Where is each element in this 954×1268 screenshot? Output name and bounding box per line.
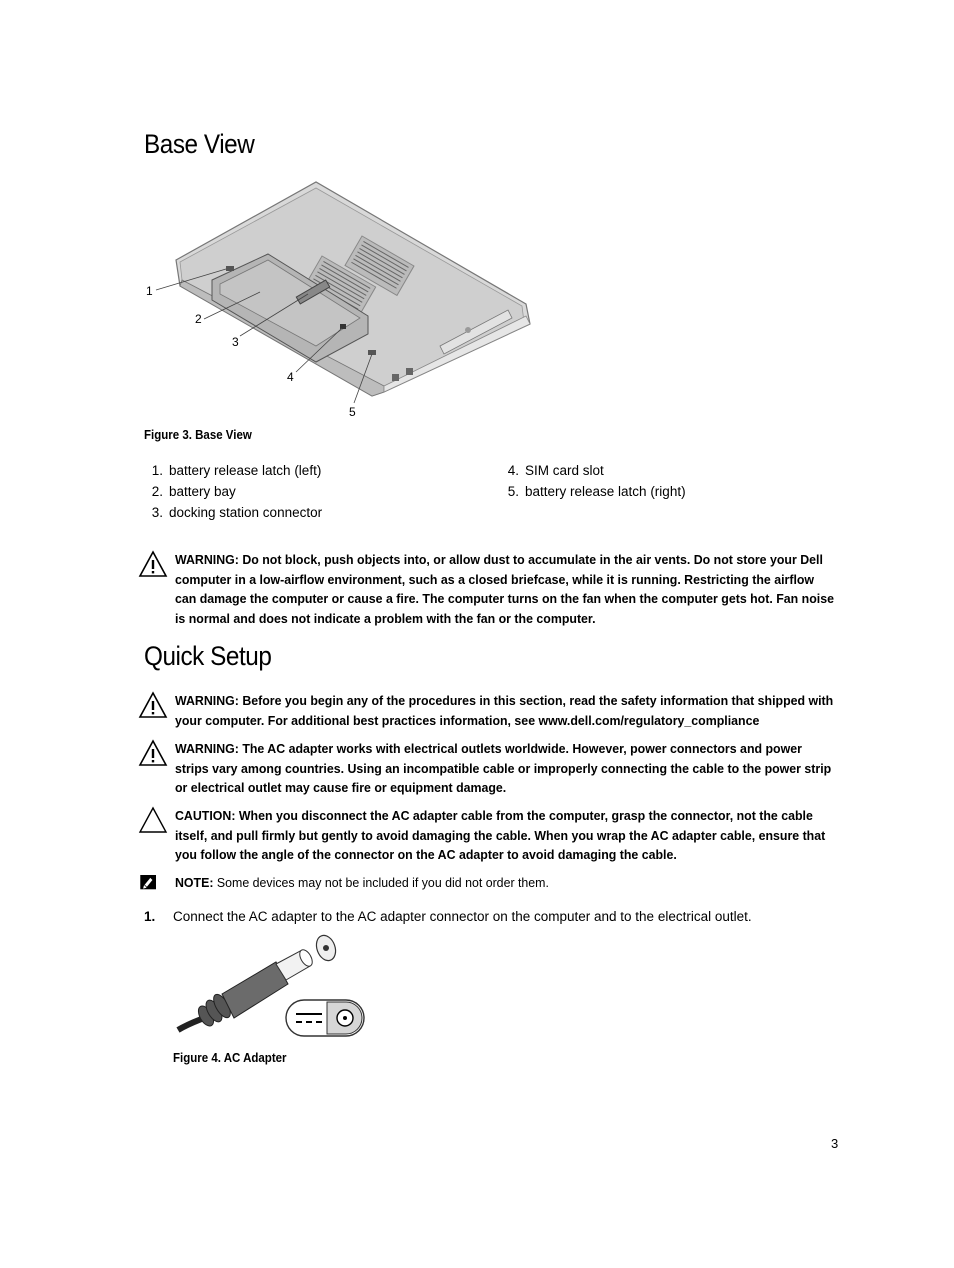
- legend-item: 2. battery bay: [151, 484, 236, 499]
- warning-text: WARNING: Before you begin any of the procedures in this section, read the safety information that shipped with your computer. For additional best practices information, see www.dell.com/regulatory_compliance: [175, 693, 834, 728]
- legend-item: 4. SIM card slot: [507, 463, 604, 478]
- warning-text: WARNING: Do not block, push objects into, or allow dust to accumulate in the air vents. Do not store your Dell computer in a low-airflow environment, such as a closed briefcase, while it is running. Restricting the airflow can damage the computer or cause a fire. The computer turns on the fan when the computer gets hot. Fan noise is normal and does not indicate a problem with the fan or the computer.: [175, 552, 834, 626]
- warning-text: WARNING: The AC adapter works with electrical outlets worldwide. However, power connectors and power strips vary among countries. Using an incompatible cable or improperly connecting the cable to the power strip or electrical outlet may cause fire or equipment damage.: [175, 741, 832, 795]
- figure-4-caption: Figure 4. AC Adapter: [173, 1051, 287, 1065]
- legend-item: 1. battery release latch (left): [151, 463, 322, 478]
- ac-adapter-warning: [138, 739, 848, 798]
- warning-triangle-icon: [138, 691, 168, 719]
- safety-warning: [138, 691, 848, 730]
- callout-5: 5: [349, 405, 356, 419]
- base-view-heading: Base View: [144, 129, 255, 159]
- dc-power-symbol-icon: [286, 1000, 364, 1036]
- step-number: 1.: [144, 909, 156, 924]
- page-number: 3: [831, 1136, 839, 1151]
- callout-1: 1: [146, 284, 153, 298]
- legend-item: 5. battery release latch (right): [507, 484, 686, 499]
- step-text: Connect the AC adapter to the AC adapter connector on the computer and to the electrical outlet.: [173, 909, 752, 924]
- figure-3-caption: Figure 3. Base View: [144, 428, 252, 442]
- base-view-figure: [140, 176, 540, 426]
- callout-3: 3: [232, 335, 239, 349]
- ac-adapter-figure: [176, 932, 372, 1046]
- caution-triangle-icon: [138, 806, 168, 834]
- note-text: Some devices may not be included if you did not order them.: [213, 875, 549, 890]
- power-connector-icon: [313, 933, 339, 964]
- callout-2: 2: [195, 312, 202, 326]
- quick-setup-heading: Quick Setup: [144, 641, 272, 671]
- note-notice: [138, 873, 848, 893]
- note-pencil-icon: [140, 875, 162, 895]
- step-1: [144, 909, 752, 924]
- callout-4: 4: [287, 370, 294, 384]
- legend-item: 3. docking station connector: [151, 505, 323, 520]
- airflow-warning: [138, 550, 848, 628]
- caution-text: CAUTION: When you disconnect the AC adapter cable from the computer, grasp the connector, not the cable itself, and pull firmly but gently to avoid damaging the cable. When you wrap the AC adapter cable, ensure that you follow the angle of the connector on the AC adapter to avoid damaging the cable.: [175, 808, 826, 862]
- caution-notice: [138, 806, 848, 865]
- note-label: NOTE:: [175, 875, 214, 890]
- warning-triangle-icon: [138, 739, 168, 767]
- warning-triangle-icon: [138, 550, 168, 578]
